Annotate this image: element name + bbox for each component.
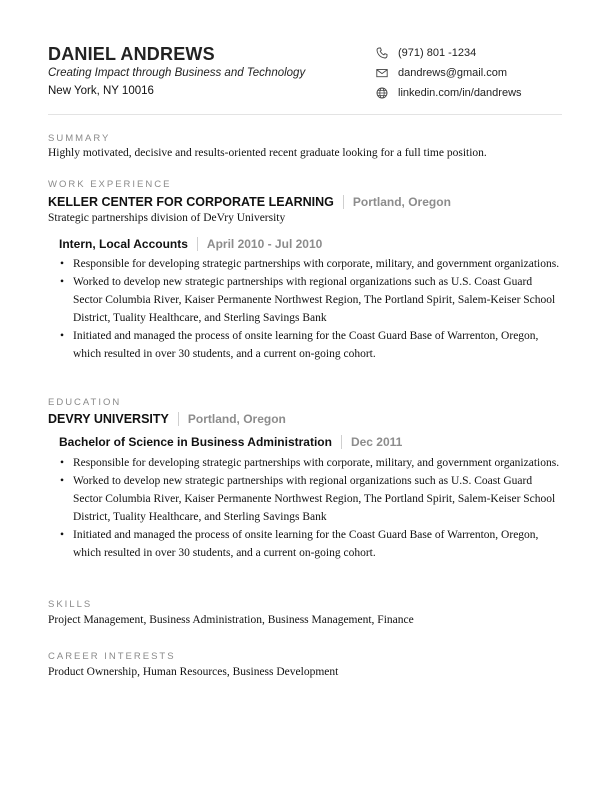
- contact-email[interactable]: [376, 67, 507, 79]
- email-address[interactable]: dandrews@gmail.com: [398, 67, 507, 79]
- experience-heading: WORK EXPERIENCE: [48, 179, 172, 190]
- contact-website[interactable]: [376, 87, 522, 99]
- list-item: • Worked to develop new strategic partnerships with regional organizations such as U.S. Coast Guard Sector Columbia River, Kaiser Permanente Northwest Region, The Portland Spirit, Salem-Keiser School District, Tuality Healthcare, and Sterling Savings Bank: [59, 472, 563, 526]
- candidate-name: DANIEL ANDREWS: [48, 44, 215, 64]
- phone-icon: [376, 47, 388, 59]
- list-item: • Worked to develop new strategic partnerships with regional organizations such as U.S. Coast Guard Sector Columbia River, Kaiser Permanente Northwest Region, The Portland Spirit, Salem-Keiser School District, Tuality Healthcare, and Sterling Savings Bank: [59, 273, 563, 327]
- separator: [178, 412, 179, 426]
- home-location: New York, NY 10016: [48, 85, 154, 97]
- degree-title: Bachelor of Science in Business Administration: [59, 435, 332, 449]
- globe-icon: [376, 87, 388, 99]
- skills-text: Project Management, Business Administration, Business Management, Finance: [48, 614, 414, 626]
- list-item: • Responsible for developing strategic partnerships with corporate, military, and government organizations.: [59, 454, 563, 472]
- header-divider: [48, 114, 562, 115]
- tagline: Creating Impact through Business and Technology: [48, 67, 306, 79]
- summary-text: Highly motivated, decisive and results-oriented recent graduate looking for a full time position.: [48, 147, 487, 159]
- degree-date: Dec 2011: [350, 435, 403, 449]
- list-item: • Initiated and managed the process of onsite learning for the Coast Guard Base of Warrenton, Oregon, which resulted in over 30 students, and a current on-going cohort.: [59, 526, 563, 562]
- phone-number: (971) 801 -1234: [398, 47, 477, 59]
- experience-org-description: Strategic partnerships division of DeVry University: [48, 212, 286, 224]
- contact-phone: [376, 47, 476, 59]
- interests-heading: CAREER INTERESTS: [48, 651, 176, 662]
- education-heading: EDUCATION: [48, 397, 122, 408]
- experience-org-location: Portland, Oregon: [352, 195, 451, 209]
- education-org: [48, 412, 286, 426]
- education-org-name: DEVRY UNIVERSITY: [48, 412, 169, 426]
- experience-org: [48, 195, 451, 209]
- mail-icon: [376, 67, 388, 79]
- interests-text: Product Ownership, Human Resources, Business Development: [48, 666, 339, 678]
- education-degree: [59, 435, 402, 449]
- skills-heading: SKILLS: [48, 599, 93, 610]
- role-dates: April 2010 - Jul 2010: [206, 237, 323, 251]
- education-bullets: [59, 454, 563, 562]
- separator: [341, 435, 342, 449]
- list-item: • Responsible for developing strategic partnerships with corporate, military, and government organizations.: [59, 255, 563, 273]
- separator: [197, 237, 198, 251]
- role-title: Intern, Local Accounts: [59, 237, 188, 251]
- separator: [343, 195, 344, 209]
- list-item: • Initiated and managed the process of onsite learning for the Coast Guard Base of Warrenton, Oregon, which resulted in over 30 students, and a current on-going cohort.: [59, 327, 563, 363]
- summary-heading: SUMMARY: [48, 133, 111, 144]
- experience-org-name: KELLER CENTER FOR CORPORATE LEARNING: [48, 195, 334, 209]
- website-url[interactable]: linkedin.com/in/dandrews: [398, 87, 522, 99]
- education-org-location: Portland, Oregon: [187, 412, 286, 426]
- experience-role: [59, 237, 322, 251]
- experience-bullets: [59, 255, 563, 363]
